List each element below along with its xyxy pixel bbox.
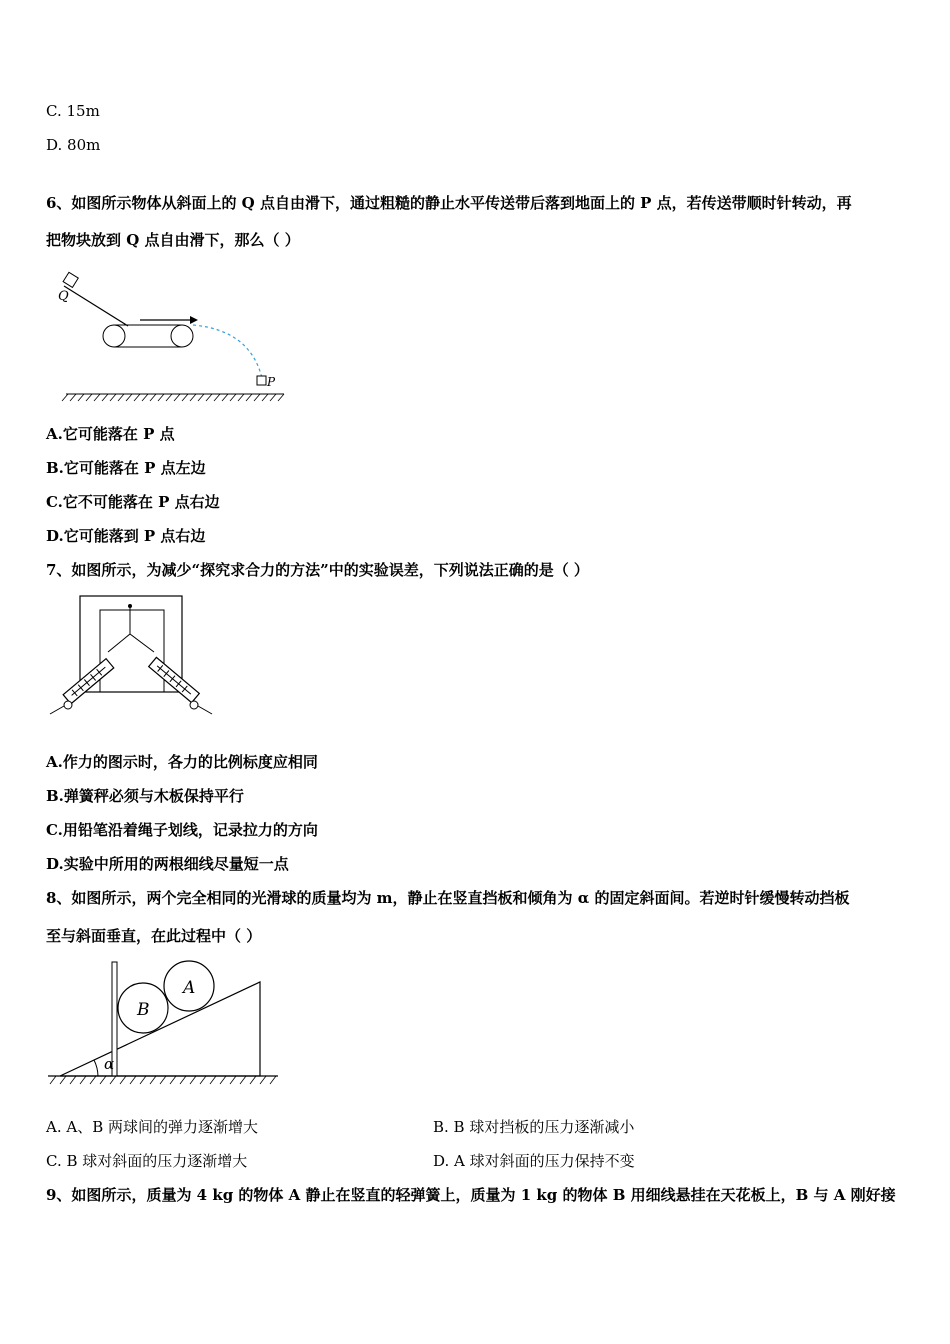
q6-option-c: C.它不可能落在 P 点右边 — [46, 493, 220, 511]
q7-option-c: C.用铅笔沿着绳子划线，记录拉力的方向 — [46, 821, 318, 839]
q7-option-a: A.作力的图示时，各力的比例标度应相同 — [46, 753, 318, 771]
q6-option-a: A.它可能落在 P 点 — [46, 425, 175, 443]
q8-option-d: D. A 球对斜面的压力保持不变 — [433, 1152, 635, 1170]
q8-label-b: B — [137, 1000, 150, 1020]
q8-option-a: A. A、B 两球间的弹力逐渐增大 — [46, 1118, 258, 1136]
q6-stem-line2: 把物块放到 Q 点自由滑下，那么（ ） — [46, 231, 300, 249]
q7-stem-line1: 7、如图所示，为减少“探究求合力的方法”中的实验误差，下列说法正确的是（ ） — [46, 561, 589, 579]
q8-incline-balls-figure — [46, 956, 281, 1091]
q7-force-board-figure — [46, 594, 218, 722]
q8-stem-line1: 8、如图所示，两个完全相同的光滑球的质量均为 m，静止在竖直挡板和倾角为 α 的固定斜面间。若逆时针缓慢转动挡板 — [46, 889, 850, 907]
q8-label-alpha: α — [104, 1055, 115, 1073]
q6-conveyor-figure — [50, 268, 290, 408]
q8-stem-line2: 至与斜面垂直，在此过程中（ ） — [46, 927, 262, 945]
q6-option-d: D.它可能落到 P 点右边 — [46, 527, 206, 545]
prev-option-d: D. 80m — [46, 136, 101, 154]
q8-label-a: A — [183, 978, 196, 998]
q7-option-d: D.实验中所用的两根细线尽量短一点 — [46, 855, 289, 873]
q6-label-q: Q — [58, 289, 69, 304]
q8-option-b: B. B 球对挡板的压力逐渐减小 — [433, 1118, 635, 1136]
q7-option-b: B.弹簧秤必须与木板保持平行 — [46, 787, 244, 805]
prev-option-c: C. 15m — [46, 102, 100, 120]
q6-option-b: B.它可能落在 P 点左边 — [46, 459, 206, 477]
q8-option-c: C. B 球对斜面的压力逐渐增大 — [46, 1152, 248, 1170]
q6-label-p: P — [267, 375, 276, 389]
q6-stem-line1: 6、如图所示物体从斜面上的 Q 点自由滑下，通过粗糙的静止水平传送带后落到地面上的 P 点，若传送带顺时针转动，再 — [46, 194, 852, 212]
q9-stem-line1: 9、如图所示，质量为 4 kg 的物体 A 静止在竖直的轻弹簧上，质量为 1 kg 的物体 B 用细线悬挂在天花板上，B 与 A 刚好接 — [46, 1186, 896, 1204]
